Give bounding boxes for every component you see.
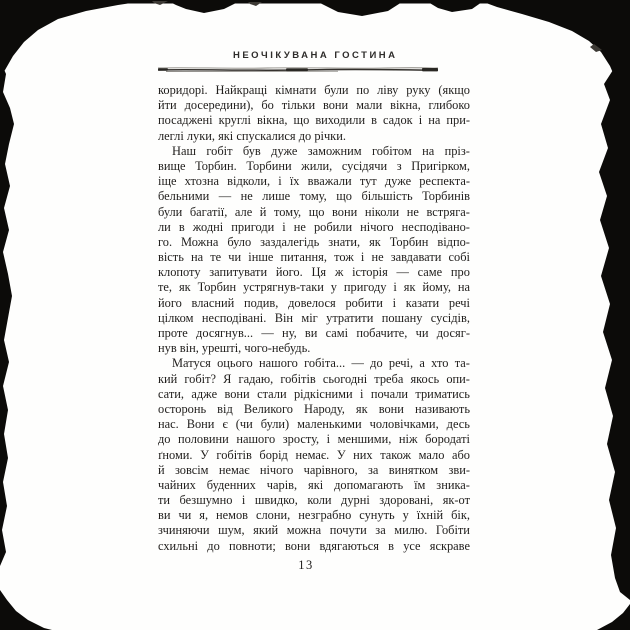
text-line: йти досередини), бо тільки вони мали вікна, глибоко [158,98,470,113]
text-line: те, як Торбин устрягнув-таки у пригоду і як йому, на [158,280,470,295]
text-line: осторонь від Великого Народу, як вони називають [158,401,470,416]
body-text [158,83,470,554]
text-line: ґноми. У гобітів борід немає. У них також мало або [158,447,470,462]
text-line: ли в жодні пригоди і не робили нічого несподівано- [158,219,470,234]
text-line: й зовсім немає нічого чарівного, за винятком зви- [158,462,470,477]
text-line: сати, адже вони стали рідкісними і почали триматись [158,386,470,401]
text-line: леглі луки, які спускалися до річки. [158,128,346,143]
text-line: ти безшумно і швидко, коли дурні здоровані, як-от [158,493,470,508]
text-line: зчиняючи шум, який можна почути за милю. Гобіти [158,523,470,538]
text-line: бельними — не лише тому, що більшість Торбинів [158,189,470,204]
running-header: НЕОЧІКУВАНА ГОСТИНА [232,50,398,61]
text-line: вість на те чи інше питання, тож і не завдавати собі [158,250,470,265]
text-line: нув він, урешті, чого-небудь. [158,341,311,356]
header-rule [158,65,438,74]
text-line: цілком несподівані. Він міг утратити пошану сусідів, [158,310,470,325]
text-line: ви чи я, немов слони, незграбно сунуть у їхній бік, [158,508,470,523]
text-line: Матуся оцього нашого гобіта... — до речі, а хто та- [172,356,470,371]
text-line: вище Торбин. Торбини жили, сусідячи з Пригірком, [158,158,470,173]
text-line: коридорі. Найкращі кімнати були по ліву руку (якщо [158,83,470,97]
text-line: нас. Вони є (чи були) маленькими чоловічками, десь [158,417,470,432]
page-number: 13 [298,558,314,572]
text-line: іще хтозна відколи, і їх вважали тут дуже респекта- [158,174,470,189]
text-line: його власний подив, довелося робити і казати речі [158,295,470,310]
text-line: Наш гобіт був дуже заможним гобітом на пріз- [172,143,470,158]
text-line: посаджені круглі вікна, що виходили в садок і на при- [158,113,470,128]
text-line: проте досягнув... — ну, ви самі побачите, чи досяг- [158,326,470,340]
text-line: були багатії, але й тому, що вони ніколи не встряга- [158,204,470,219]
text-line: чайних буденних чарів, які допомагають їм зника- [158,477,470,492]
text-line: го. Можна було заздалегідь знати, як Торбин відпо- [158,234,470,249]
text-line: клопоту запитувати його. Ця ж історія — саме про [158,265,470,280]
text-line: кий гобіт? Я гадаю, гобітів сьогодні треба якось опи- [158,371,470,386]
text-line: до половини нашого зросту, і меншими, ніж бородаті [158,432,470,447]
text-line: схильні до повноти; вони вдягаються в усе яскраве [158,538,470,553]
